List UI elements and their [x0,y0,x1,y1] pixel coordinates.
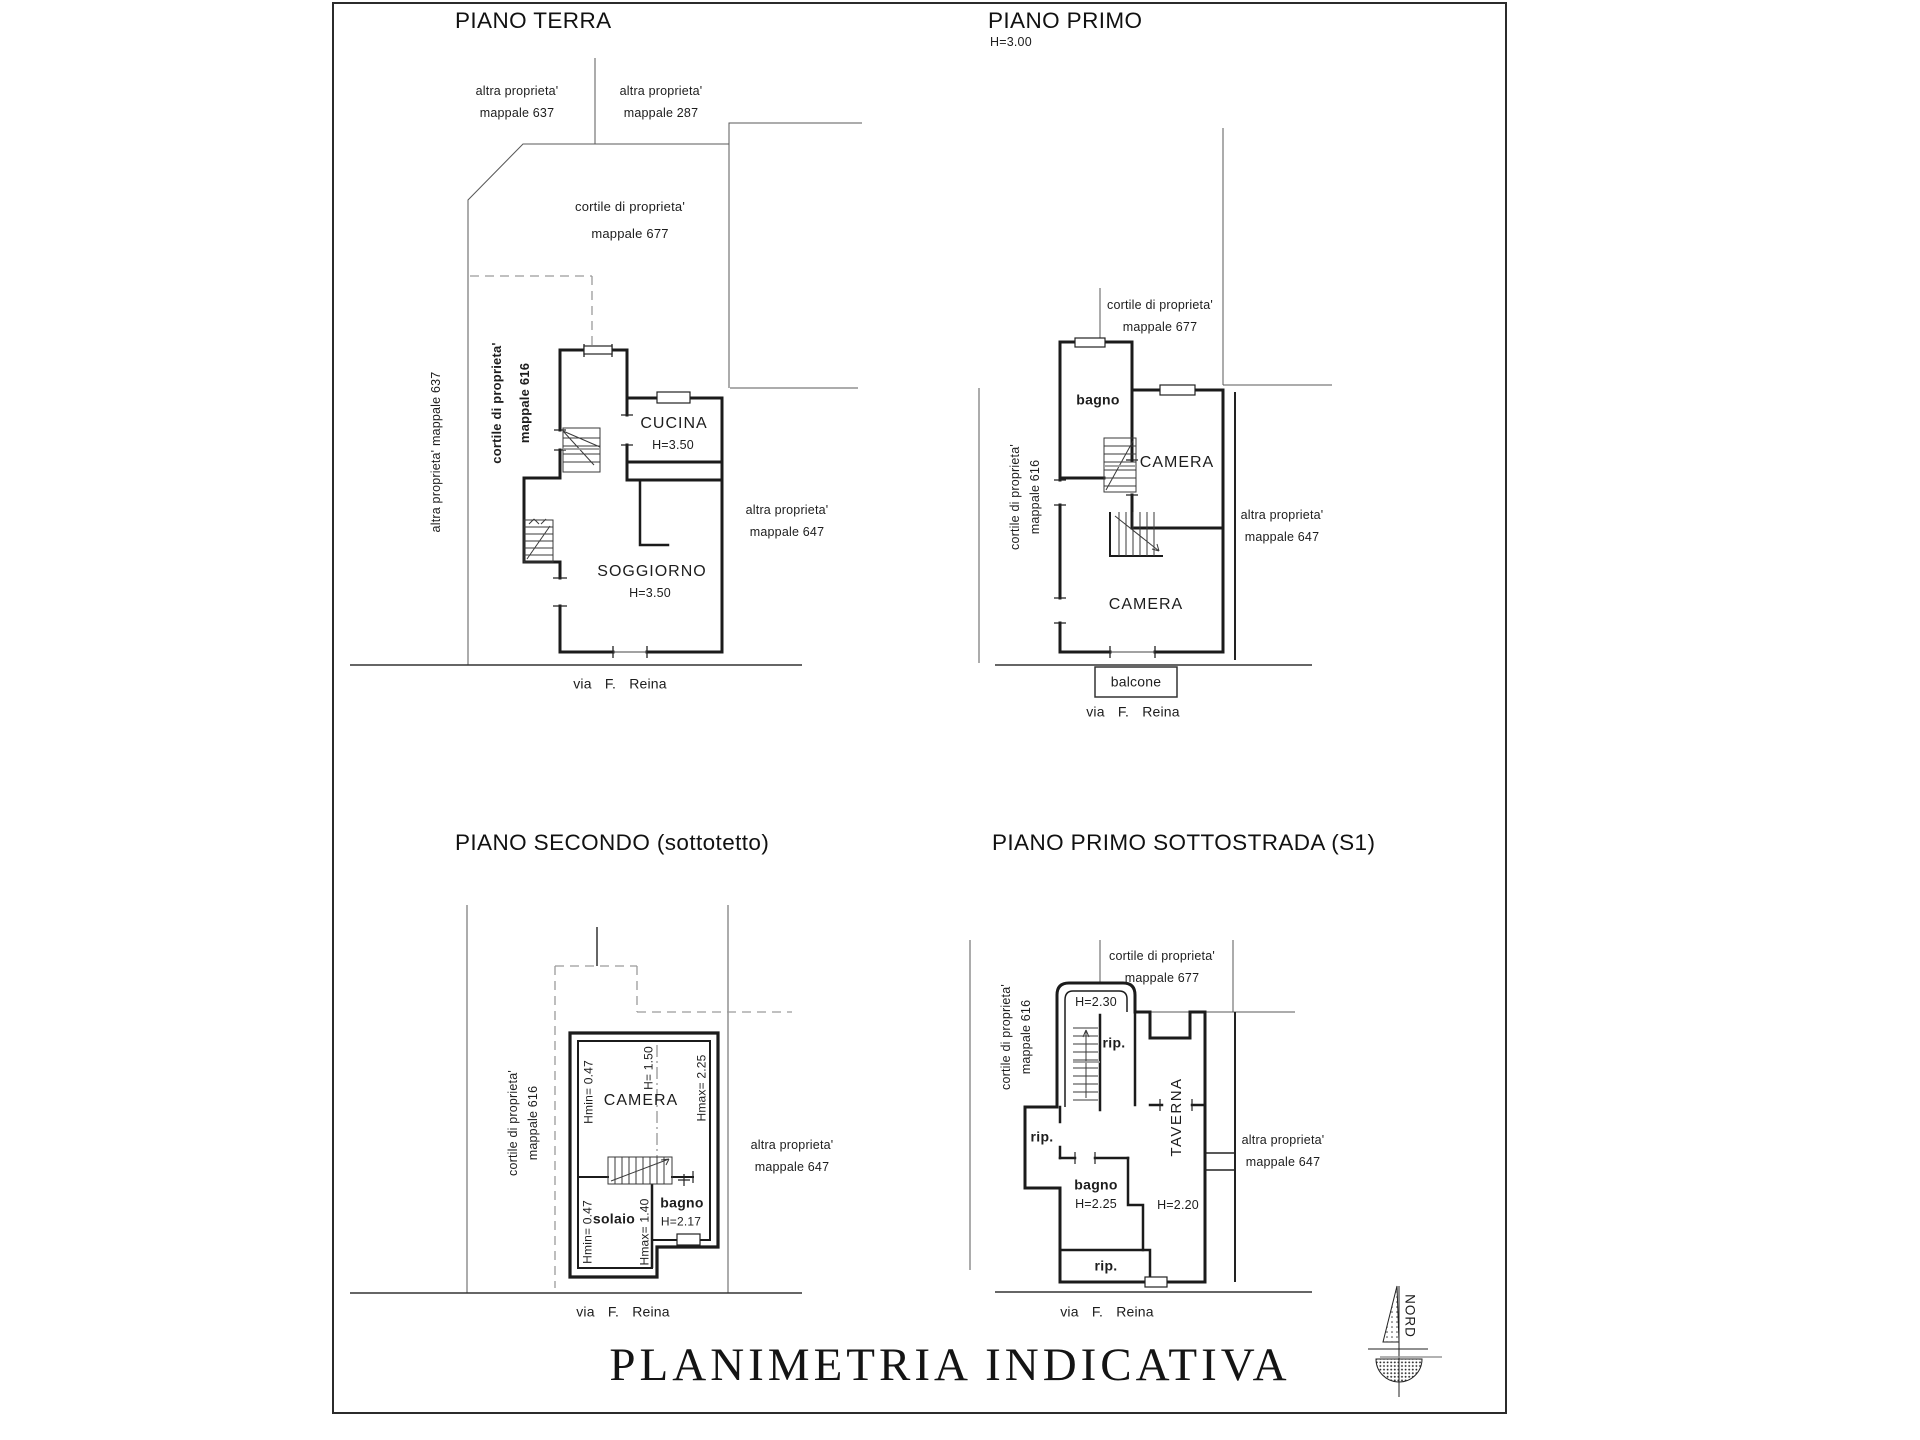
pt-label-mappale-637: mappale 637 [479,106,555,121]
ps-dim-solaio-hmin: Hmin= 0.47 [580,1200,595,1264]
s1-room-label-taverna: TAVERNA [1167,1077,1185,1157]
pt-label-altra-proprieta-647: altra proprieta' [745,503,829,518]
compass-half-disc [1376,1359,1422,1382]
pt-label-mappale-287: mappale 287 [623,106,699,121]
piano-secondo-drawing [350,905,802,1293]
s1-label-cortile-proprieta-616-vertical: cortile di proprieta' [999,984,1014,1090]
ps-room-label-solaio: solaio [592,1210,636,1227]
pt-label-mappale-647: mappale 647 [749,525,825,540]
pp-label-balcone: balcone [1110,673,1162,690]
pp-label-altra-proprieta-647: altra proprieta' [1240,508,1324,523]
pt-label-mappale-677: mappale 677 [591,225,669,241]
pt-dashed-boundary [470,276,592,350]
ps-room-height-bagno: H=2.17 [660,1214,702,1229]
pt-window-boxes [584,346,690,403]
s1-street-label: via F. Reina [1060,1303,1154,1320]
pp-label-mappale-647: mappale 647 [1244,530,1320,545]
pp-label-cortile-proprieta-677: cortile di proprieta' [1107,298,1213,313]
pt-label-mappale-616-vertical: mappale 616 [516,362,532,444]
pt-label-cortile-proprieta-616-vertical: cortile di proprieta' [488,342,504,464]
pp-boundary-lines [979,128,1332,663]
pt-street-label: via F. Reina [573,675,667,692]
pt-walls [524,350,722,652]
ps-dim-camera-hmin: Hmin= 0.47 [581,1060,596,1124]
s1-room-label-rip-3: rip. [1094,1257,1118,1274]
compass-north-label: NORD [1402,1294,1418,1338]
pp-room-label-bagno: bagno [1076,391,1120,408]
s1-label-cortile-proprieta-677: cortile di proprieta' [1109,949,1215,964]
pt-room-label-soggiorno: SOGGIORNO [597,563,707,581]
s1-label-altra-proprieta-647: altra proprieta' [1241,1133,1325,1148]
pt-room-height-soggiorno: H=3.50 [629,586,671,601]
piano-s1-drawing [970,940,1312,1292]
s1-window-boxes [1145,1277,1167,1287]
plan-title-piano-terra: PIANO TERRA [455,8,612,33]
ps-dim-camera-h: H= 1.50 [641,1046,656,1090]
plan-title-piano-primo: PIANO PRIMO [988,8,1143,33]
ps-room-label-camera: CAMERA [603,1092,679,1110]
ps-street-label: via F. Reina [576,1303,670,1320]
sheet-main-title: PLANIMETRIA INDICATIVA [609,1339,1291,1392]
pp-window-boxes [1075,338,1195,395]
s1-label-mappale-677: mappale 677 [1124,971,1200,986]
pp-height-note: H=3.00 [990,35,1032,49]
pt-room-label-cucina: CUCINA [640,415,708,433]
s1-height-220: H=2.20 [1157,1198,1199,1213]
pt-interior-walls [640,482,668,545]
s1-stairs [1073,1028,1098,1100]
pp-label-mappale-616-vertical: mappale 616 [1028,459,1043,535]
ps-label-cortile-proprieta-616-vertical: cortile di proprieta' [506,1070,521,1176]
pt-label-altra-proprieta-637: altra proprieta' [475,84,559,99]
s1-room-label-rip-1: rip. [1102,1034,1126,1051]
pt-label-altra-proprieta-637-vertical: altra proprieta' mappale 637 [429,371,444,533]
ps-label-mappale-647: mappale 647 [754,1160,830,1175]
plan-title-piano-secondo: PIANO SECONDO (sottotetto) [455,830,770,855]
pt-room-height-cucina: H=3.50 [652,438,694,453]
pt-label-altra-proprieta-287: altra proprieta' [619,84,703,99]
ps-dim-camera-hmax: Hmax= 2.25 [694,1054,709,1122]
s1-side-ticks [1205,1153,1235,1170]
ps-room-label-bagno: bagno [660,1194,704,1211]
pp-street-label: via F. Reina [1086,703,1180,720]
pt-openings [553,344,647,658]
ps-door-marks [678,1171,693,1186]
ps-dim-solaio-hmax: Hmax= 1.40 [637,1198,652,1266]
s1-height-230: H=2.30 [1075,995,1117,1010]
plan-title-piano-s1: PIANO PRIMO SOTTOSTRADA (S1) [992,830,1376,855]
s1-room-height-bagno: H=2.25 [1075,1197,1117,1212]
s1-label-mappale-647: mappale 647 [1245,1155,1321,1170]
ps-window-boxes [677,1234,700,1245]
s1-label-mappale-616-vertical: mappale 616 [1019,999,1034,1075]
s1-room-label-rip-2: rip. [1030,1128,1054,1145]
ps-stairs [608,1157,672,1184]
pp-label-mappale-677: mappale 677 [1122,320,1198,335]
ps-label-altra-proprieta-647: altra proprieta' [750,1138,834,1153]
pp-label-cortile-proprieta-616-vertical: cortile di proprieta' [1008,444,1023,550]
pt-label-cortile-proprieta-677: cortile di proprieta' [574,198,686,214]
s1-room-label-bagno: bagno [1074,1176,1118,1193]
pp-room-label-camera-1: CAMERA [1139,454,1215,472]
pp-room-label-camera-2: CAMERA [1108,596,1184,614]
compass-needle-triangle [1383,1286,1399,1342]
ps-label-mappale-616-vertical: mappale 616 [526,1085,541,1161]
